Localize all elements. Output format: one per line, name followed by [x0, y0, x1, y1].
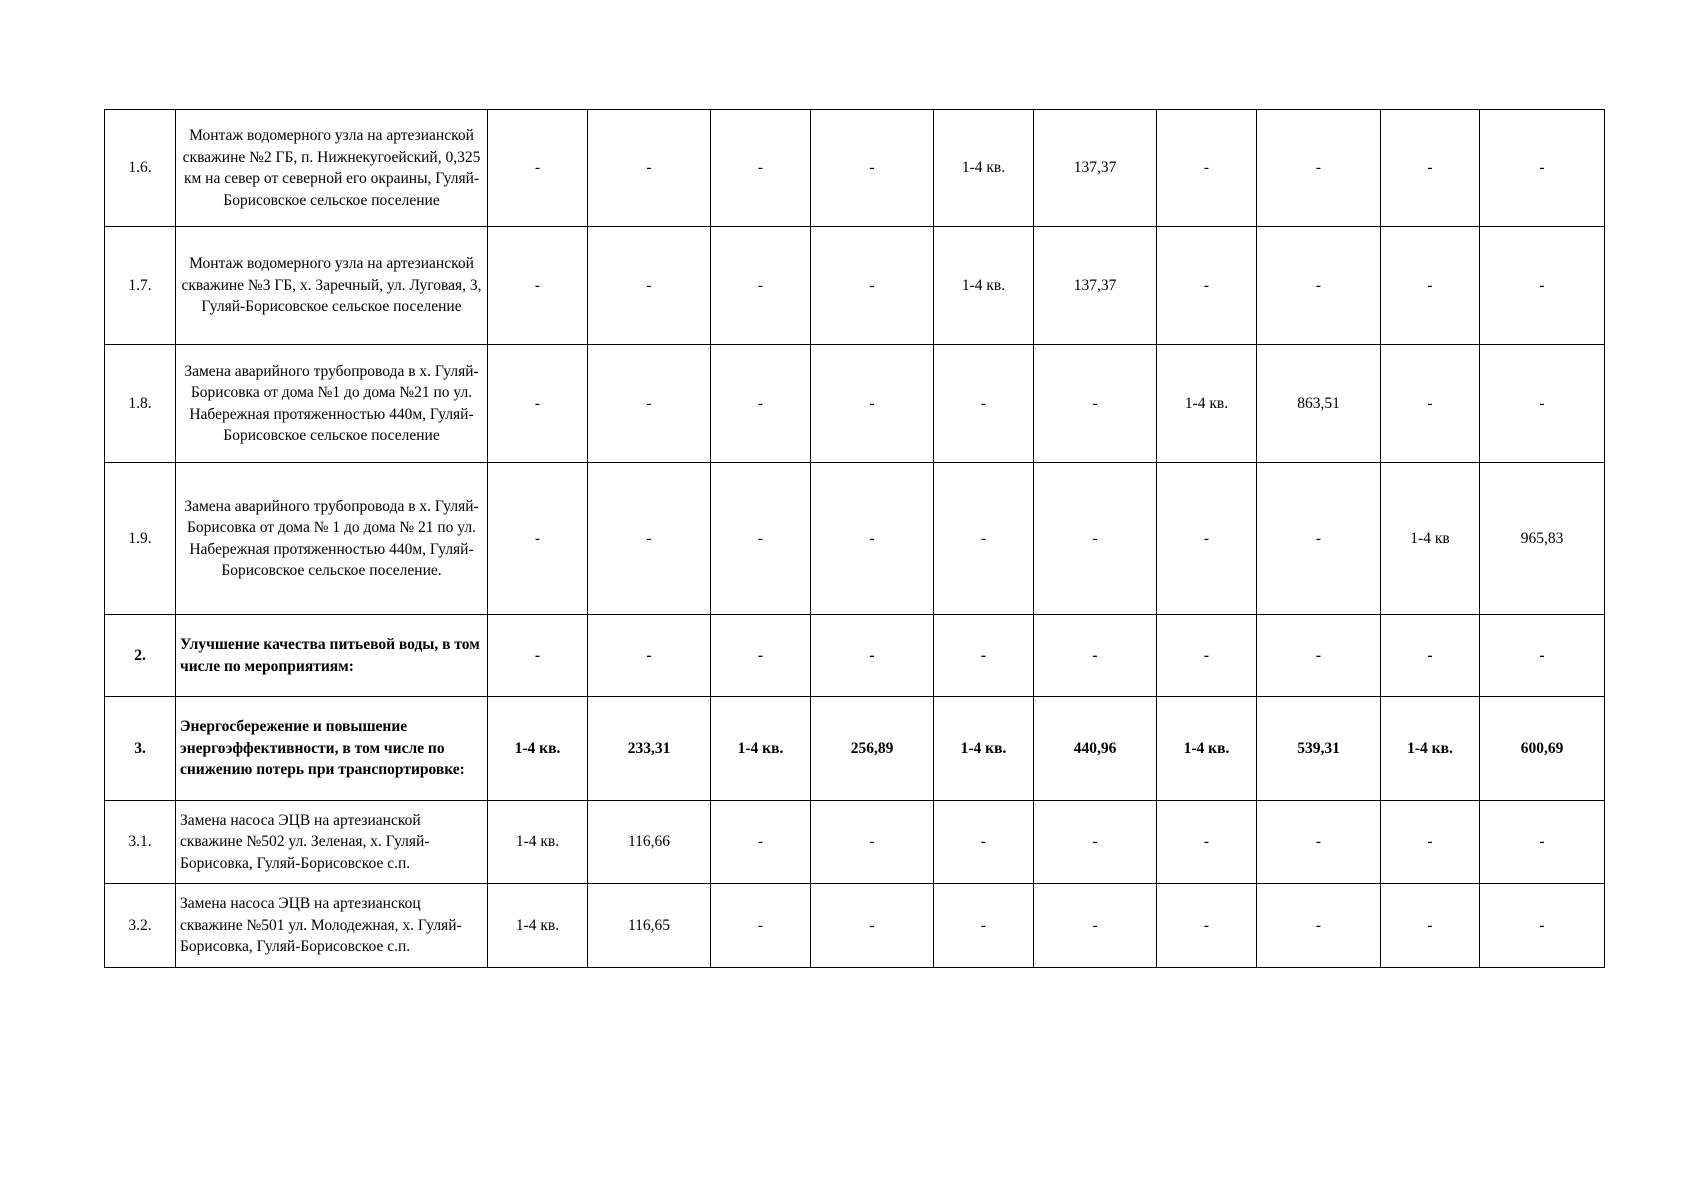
- table-row: [105, 345, 1605, 463]
- table-cell: -: [1480, 801, 1605, 884]
- table-cell: -: [1034, 884, 1157, 968]
- program-table: [104, 109, 1605, 968]
- table-cell: 1-4 кв.: [711, 697, 811, 801]
- table-cell: -: [1034, 801, 1157, 884]
- table-cell: -: [1257, 884, 1381, 968]
- row-number: 1.6.: [105, 110, 176, 227]
- table-cell: -: [1034, 615, 1157, 697]
- table-cell: 1-4 кв.: [488, 697, 588, 801]
- table-cell: -: [711, 463, 811, 615]
- table-cell: -: [811, 615, 934, 697]
- table-row: [105, 463, 1605, 615]
- table-cell: -: [1381, 110, 1480, 227]
- table-cell: -: [588, 463, 711, 615]
- table-cell: -: [1157, 884, 1257, 968]
- table-cell: -: [811, 227, 934, 345]
- table-row: [105, 110, 1605, 227]
- table-row: [105, 615, 1605, 697]
- table-cell: 1-4 кв.: [934, 227, 1034, 345]
- table-cell: -: [1257, 615, 1381, 697]
- table-cell: -: [711, 227, 811, 345]
- row-number: 3.: [105, 697, 176, 801]
- document-sheet: [104, 109, 1604, 968]
- row-number: 1.8.: [105, 345, 176, 463]
- table-cell: -: [588, 345, 711, 463]
- table-cell: -: [1257, 227, 1381, 345]
- table-cell: -: [588, 110, 711, 227]
- table-cell: -: [811, 801, 934, 884]
- table-cell: -: [1257, 801, 1381, 884]
- table-cell: -: [588, 227, 711, 345]
- row-number: 1.7.: [105, 227, 176, 345]
- table-cell: -: [811, 110, 934, 227]
- table-cell: 137,37: [1034, 227, 1157, 345]
- table-cell: -: [811, 884, 934, 968]
- table-cell: -: [588, 615, 711, 697]
- row-description: Замена насоса ЭЦВ на артезианскоц скважине №501 ул. Молодежная, х. Гуляй-Борисовка, Гуляй-Борисовское с.п.: [176, 884, 488, 968]
- table-cell: -: [1157, 227, 1257, 345]
- table-cell: 116,65: [588, 884, 711, 968]
- table-cell: 1-4 кв: [1381, 463, 1480, 615]
- table-cell: -: [1381, 345, 1480, 463]
- table-cell: -: [934, 615, 1034, 697]
- table-cell: 539,31: [1257, 697, 1381, 801]
- row-number: 2.: [105, 615, 176, 697]
- row-description: Замена аварийного трубопровода в х. Гуляй-Борисовка от дома №1 до дома №21 по ул. Набережная протяженностью 440м, Гуляй-Борисовское сельское поселение: [176, 345, 488, 463]
- row-description: Замена насоса ЭЦВ на артезианской скважине №502 ул. Зеленая, х. Гуляй-Борисовка, Гуляй-Борисовское с.п.: [176, 801, 488, 884]
- table-cell: -: [488, 345, 588, 463]
- row-description: Улучшение качества питьевой воды, в том числе по мероприятиям:: [176, 615, 488, 697]
- table-cell: -: [488, 110, 588, 227]
- table-cell: -: [1034, 345, 1157, 463]
- table-cell: -: [1480, 227, 1605, 345]
- table-cell: 1-4 кв.: [488, 884, 588, 968]
- table-cell: -: [1157, 615, 1257, 697]
- table-cell: -: [1157, 110, 1257, 227]
- table-cell: -: [1034, 463, 1157, 615]
- row-number: 1.9.: [105, 463, 176, 615]
- table-cell: -: [811, 463, 934, 615]
- table-cell: -: [711, 801, 811, 884]
- row-number: 3.2.: [105, 884, 176, 968]
- table-cell: 863,51: [1257, 345, 1381, 463]
- table-cell: 137,37: [1034, 110, 1157, 227]
- table-cell: -: [711, 615, 811, 697]
- table-cell: 600,69: [1480, 697, 1605, 801]
- table-cell: 1-4 кв.: [1381, 697, 1480, 801]
- table-cell: 1-4 кв.: [1157, 697, 1257, 801]
- table-cell: 233,31: [588, 697, 711, 801]
- table-cell: -: [1157, 463, 1257, 615]
- table-cell: -: [488, 615, 588, 697]
- table-cell: -: [1480, 884, 1605, 968]
- table-cell: -: [1381, 884, 1480, 968]
- table-cell: -: [488, 463, 588, 615]
- table-cell: -: [1480, 345, 1605, 463]
- table-cell: -: [488, 227, 588, 345]
- table-cell: -: [711, 345, 811, 463]
- table-cell: -: [934, 801, 1034, 884]
- table-cell: 256,89: [811, 697, 934, 801]
- row-description: Монтаж водомерного узла на артезианской скважине №2 ГБ, п. Нижнекугоейский, 0,325 км на север от северной его окраины, Гуляй-Борисовское сельское поселение: [176, 110, 488, 227]
- row-number: 3.1.: [105, 801, 176, 884]
- table-cell: -: [1157, 801, 1257, 884]
- table-cell: 1-4 кв.: [1157, 345, 1257, 463]
- table-row: [105, 884, 1605, 968]
- table-cell: -: [1480, 110, 1605, 227]
- table-cell: -: [934, 345, 1034, 463]
- table-cell: 440,96: [1034, 697, 1157, 801]
- table-cell: -: [1381, 227, 1480, 345]
- table-cell: -: [1480, 615, 1605, 697]
- table-cell: -: [1381, 801, 1480, 884]
- table-cell: 1-4 кв.: [934, 697, 1034, 801]
- table-cell: -: [711, 884, 811, 968]
- table-cell: 116,66: [588, 801, 711, 884]
- table-cell: -: [811, 345, 934, 463]
- table-cell: -: [934, 884, 1034, 968]
- table-cell: -: [1257, 110, 1381, 227]
- table-cell: 1-4 кв.: [934, 110, 1034, 227]
- row-description: Замена аварийного трубопровода в х. Гуляй-Борисовка от дома № 1 до дома № 21 по ул. Набережная протяженностью 440м, Гуляй-Борисовское сельское поселение.: [176, 463, 488, 615]
- table-cell: -: [1257, 463, 1381, 615]
- table-cell: 1-4 кв.: [488, 801, 588, 884]
- table-cell: -: [1381, 615, 1480, 697]
- table-row: [105, 227, 1605, 345]
- table-row: [105, 801, 1605, 884]
- table-cell: -: [934, 463, 1034, 615]
- table-cell: -: [711, 110, 811, 227]
- table-cell: 965,83: [1480, 463, 1605, 615]
- table-row: [105, 697, 1605, 801]
- row-description: Монтаж водомерного узла на артезианской скважине №3 ГБ, х. Заречный, ул. Луговая, 3, Гуляй-Борисовское сельское поселение: [176, 227, 488, 345]
- row-description: Энергосбережение и повышение энергоэффективности, в том числе по снижению потерь при транспортировке:: [176, 697, 488, 801]
